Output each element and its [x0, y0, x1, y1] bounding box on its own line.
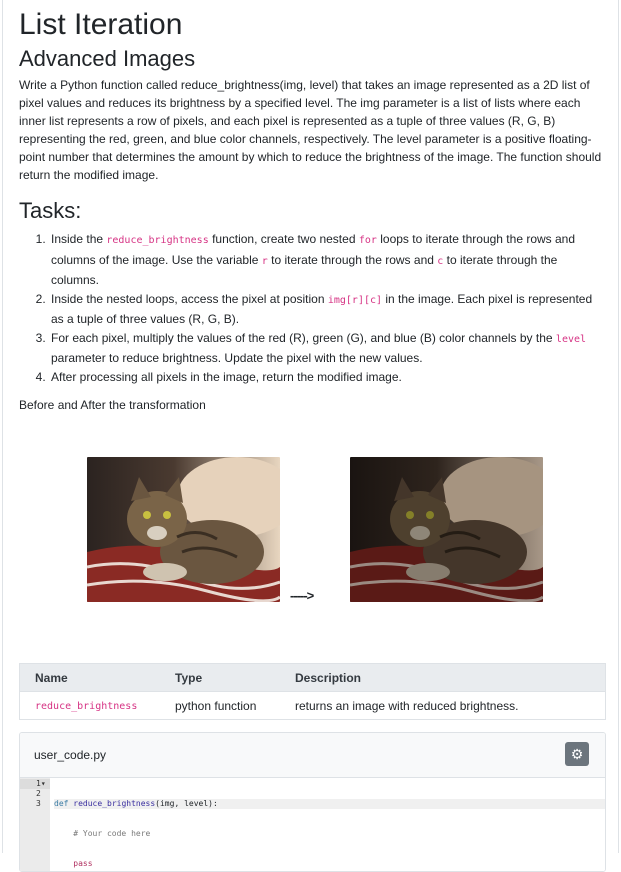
task-item: 2. Inside the nested loops, access the pixel at position img[r][c] in the image. Each pixel is represented as a tuple of three values (R, G, B).: [49, 290, 602, 329]
page: [2, 0, 619, 868]
code-editor: [19, 732, 606, 872]
code-lines[interactable]: [54, 779, 605, 872]
transform-arrow: ----->: [290, 588, 314, 603]
function-type-cell: python function: [175, 699, 257, 713]
page-title: List Iteration: [19, 8, 183, 41]
before-after-figure: [19, 412, 602, 632]
task-item: 1. Inside the reduce_brightness function, create two nested for loops to iterate through the rows and columns of the image. Use the variable r to iterate through the rows and c to iterate through the columns.: [49, 230, 602, 290]
inline-code: level: [555, 333, 587, 345]
line-number: 1▾: [20, 779, 50, 789]
task-item: 3. For each pixel, multiply the values of the red (R), green (G), and blue (B) color channels by the level parameter to reduce brightness. Update the pixel with the new values.: [49, 329, 602, 368]
function-description-cell: returns an image with reduced brightness.: [295, 699, 519, 713]
line-number: 2: [36, 789, 41, 798]
inline-code: for: [358, 235, 377, 246]
column-header-name: Name: [20, 664, 161, 692]
tasks-heading: Tasks:: [19, 198, 82, 223]
inline-code: img[r][c]: [327, 294, 383, 306]
column-header-description: Description: [280, 664, 606, 692]
after-cat-image: [350, 457, 543, 602]
code-line[interactable]: def reduce_brightness(img, level):: [54, 799, 605, 809]
table-header-row: [20, 664, 606, 692]
intro-text: Write a Python function called reduce_brightness(img, level) that takes an image represented as a 2D list of pixel values and reduces its brightness by a specified level. The img parameter is a list of lists where each inner list represents a row of pixels, and each pixel is represented as a tuple of three values (R, G, B) representing the red, green, and blue color channels, respectively. The level parameter is a positive floating-point number that determines the amount by which to reduce the brightness of the image. The function should return the modified image.: [19, 78, 602, 182]
code-line[interactable]: pass: [73, 859, 93, 868]
figure-caption: Before and After the transformation: [19, 398, 206, 412]
gear-icon: ⚙: [570, 746, 584, 762]
editor-settings-button[interactable]: [565, 742, 589, 766]
line-number: 3: [36, 799, 41, 808]
function-name-cell: reduce_brightness: [35, 700, 138, 712]
editor-header: [20, 733, 605, 778]
line-gutter: [20, 778, 50, 871]
before-cat-image: [87, 457, 280, 602]
task-item: 4. After processing all pixels in the image, return the modified image.: [49, 368, 602, 387]
page-subtitle: Advanced Images: [19, 46, 196, 71]
function-table: [19, 663, 606, 720]
editor-filename: user_code.py: [34, 748, 107, 762]
inline-code: reduce_brightness: [106, 235, 209, 246]
column-header-type: Type: [160, 664, 280, 692]
code-area[interactable]: [20, 778, 605, 871]
tasks-list: [19, 230, 602, 386]
table-row: [20, 692, 606, 720]
fold-marker-icon[interactable]: ▾: [40, 779, 46, 788]
code-line[interactable]: # Your code here: [54, 829, 151, 838]
inline-code: r: [261, 255, 268, 267]
inline-code: c: [437, 255, 444, 267]
